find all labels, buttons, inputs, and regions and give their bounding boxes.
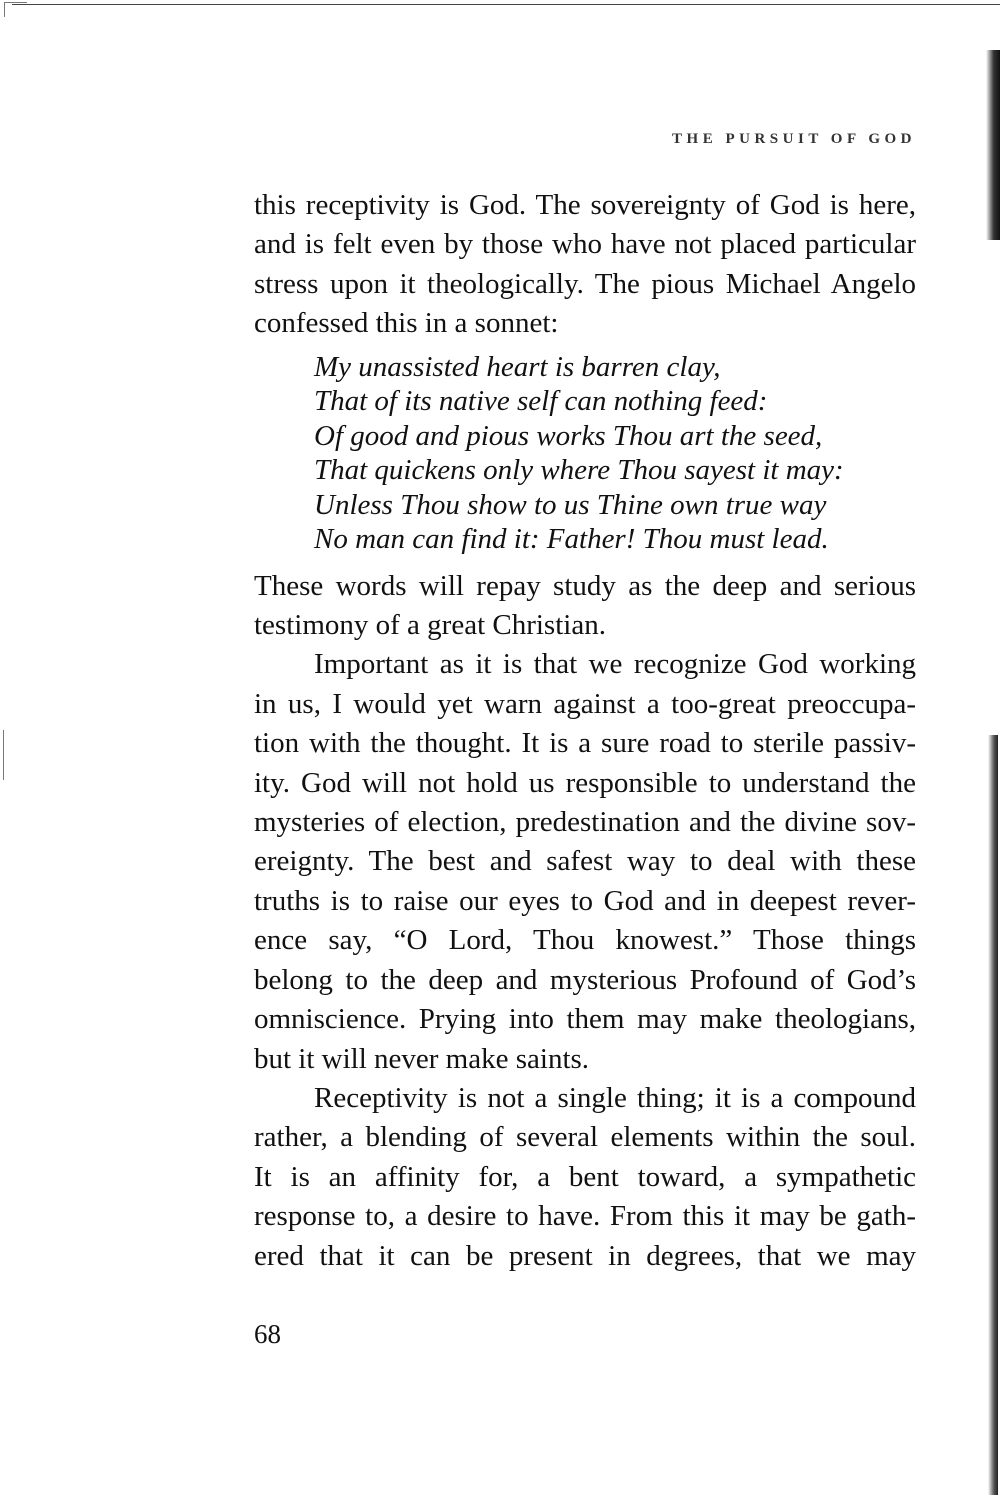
text-line: confessed this in a sonnet: <box>254 307 559 340</box>
text-line: this receptivity is God. The sovereignty of God is here, <box>254 189 916 221</box>
text-line: in us, I would yet warn against a too-great preoccupa- <box>254 687 916 720</box>
scan-edge-top <box>12 4 1000 5</box>
text-line: ence say, “O Lord, Thou knowest.” Those things <box>254 924 916 957</box>
running-head: THE PURSUIT OF GOD <box>672 131 916 147</box>
text-line: truths is to raise our eyes to God and in deepest rever- <box>254 884 916 917</box>
scan-edge-right-upper <box>986 50 1000 240</box>
scan-edge-left <box>3 730 4 780</box>
text-line: mysteries of election, predestination and the divine sov- <box>254 806 916 839</box>
paragraph-warning <box>254 645 916 1078</box>
text-line: tion with the thought. It is a sure road to sterile passiv- <box>254 727 916 760</box>
text-line: but it will never make saints. <box>254 1042 590 1075</box>
text-line: response to, a desire to have. From this it may be gath- <box>254 1200 916 1233</box>
scan-edge-right-lower <box>988 735 998 1495</box>
text-line: and is felt even by those who have not placed particular <box>254 228 916 261</box>
text-line: belong to the deep and mysterious Profound of God’s <box>254 963 916 996</box>
sonnet-line: That of its native self can nothing feed: <box>314 385 768 418</box>
sonnet-quote <box>314 350 916 557</box>
text-line: ity. God will not hold us responsible to understand the <box>254 766 916 799</box>
sonnet-line: Of good and pious works Thou art the seed, <box>314 419 823 452</box>
text-line: These words will repay study as the deep and serious <box>254 569 916 602</box>
text-line: Important as it is that we recognize God working <box>314 648 916 681</box>
text-line: stress upon it theologically. The pious Michael Angelo <box>254 267 916 300</box>
sonnet-line: My unassisted heart is barren clay, <box>314 350 721 383</box>
text-line: ereignty. The best and safest way to deal with these <box>254 845 916 878</box>
sonnet-line: That quickens only where Thou sayest it may: <box>314 454 844 487</box>
page-number: 68 <box>254 1319 281 1349</box>
sonnet-line: No man can find it: Father! Thou must lead. <box>314 523 829 556</box>
text-line: rather, a blending of several elements within the soul. <box>254 1121 916 1154</box>
text-line: It is an affinity for, a bent toward, a sympathetic <box>254 1160 916 1193</box>
body-text <box>254 186 916 1276</box>
opening-paragraph <box>254 186 916 344</box>
paragraph-receptivity <box>254 1079 916 1276</box>
text-line: testimony of a great Christian. <box>254 609 606 642</box>
text-line: omniscience. Prying into them may make theologians, <box>254 1003 916 1036</box>
text-line: ered that it can be present in degrees, that we may <box>254 1239 916 1272</box>
paragraph-after-sonnet <box>254 567 916 646</box>
text-line: Receptivity is not a single thing; it is a compound <box>314 1081 916 1114</box>
sonnet-line: Unless Thou show to us Thine own true way <box>314 488 827 521</box>
